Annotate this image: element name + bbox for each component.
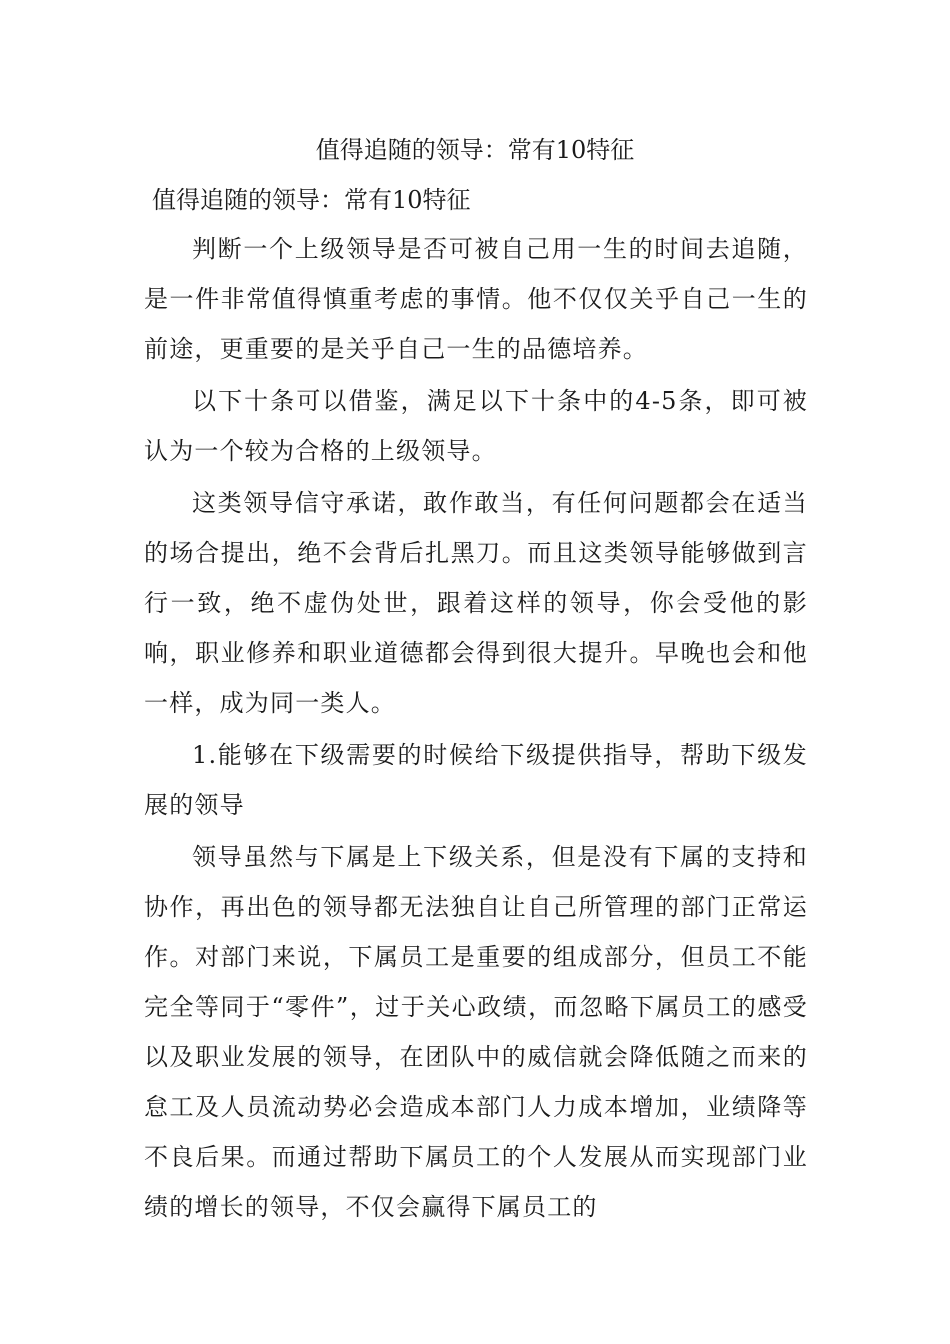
paragraph-section-1: 领导虽然与下属是上下级关系，但是没有下属的支持和协作，再出色的领导都无法独自让自己所管理的部门正常运作。对部门来说，下属员工是重要的组成部分，但员工不能完全等同于“零件”，过于关心政绩，而忽略下属员工的感受以及职业发展的领导，在团队中的威信就会降低随之而来的怠工及人员流动势必会造成本部门人力成本增加，业绩降等不良后果。而通过帮助下属员工的个人发展从而实现部门业绩的增长的领导，不仅会赢得下属员工的	[144, 843, 808, 1221]
document-title: 值得追随的领导：常有10特征	[315, 136, 635, 164]
document-body	[144, 224, 808, 1234]
section-heading-1: 1.能够在下级需要的时候给下级提供指导，帮助下级发展的领导	[144, 741, 808, 819]
paragraph-intro: 判断一个上级领导是否可被自己用一生的时间去追随，是一件非常值得慎重考虑的事情。他不仅仅关乎自己一生的前途，更重要的是关乎自己一生的品德培养。	[144, 235, 808, 363]
document-subtitle: 值得追随的领导：常有10特征	[152, 186, 471, 214]
paragraph-criteria: 以下十条可以借鉴，满足以下十条中的4-5条，即可被认为一个较为合格的上级领导。	[144, 387, 808, 465]
paragraph-integrity: 这类领导信守承诺，敢作敢当，有任何问题都会在适当的场合提出，绝不会背后扎黑刀。而且这类领导能够做到言行一致，绝不虚伪处世，跟着这样的领导，你会受他的影响，职业修养和职业道德都会得到很大提升。早晚也会和他一样，成为同一类人。	[144, 489, 808, 717]
